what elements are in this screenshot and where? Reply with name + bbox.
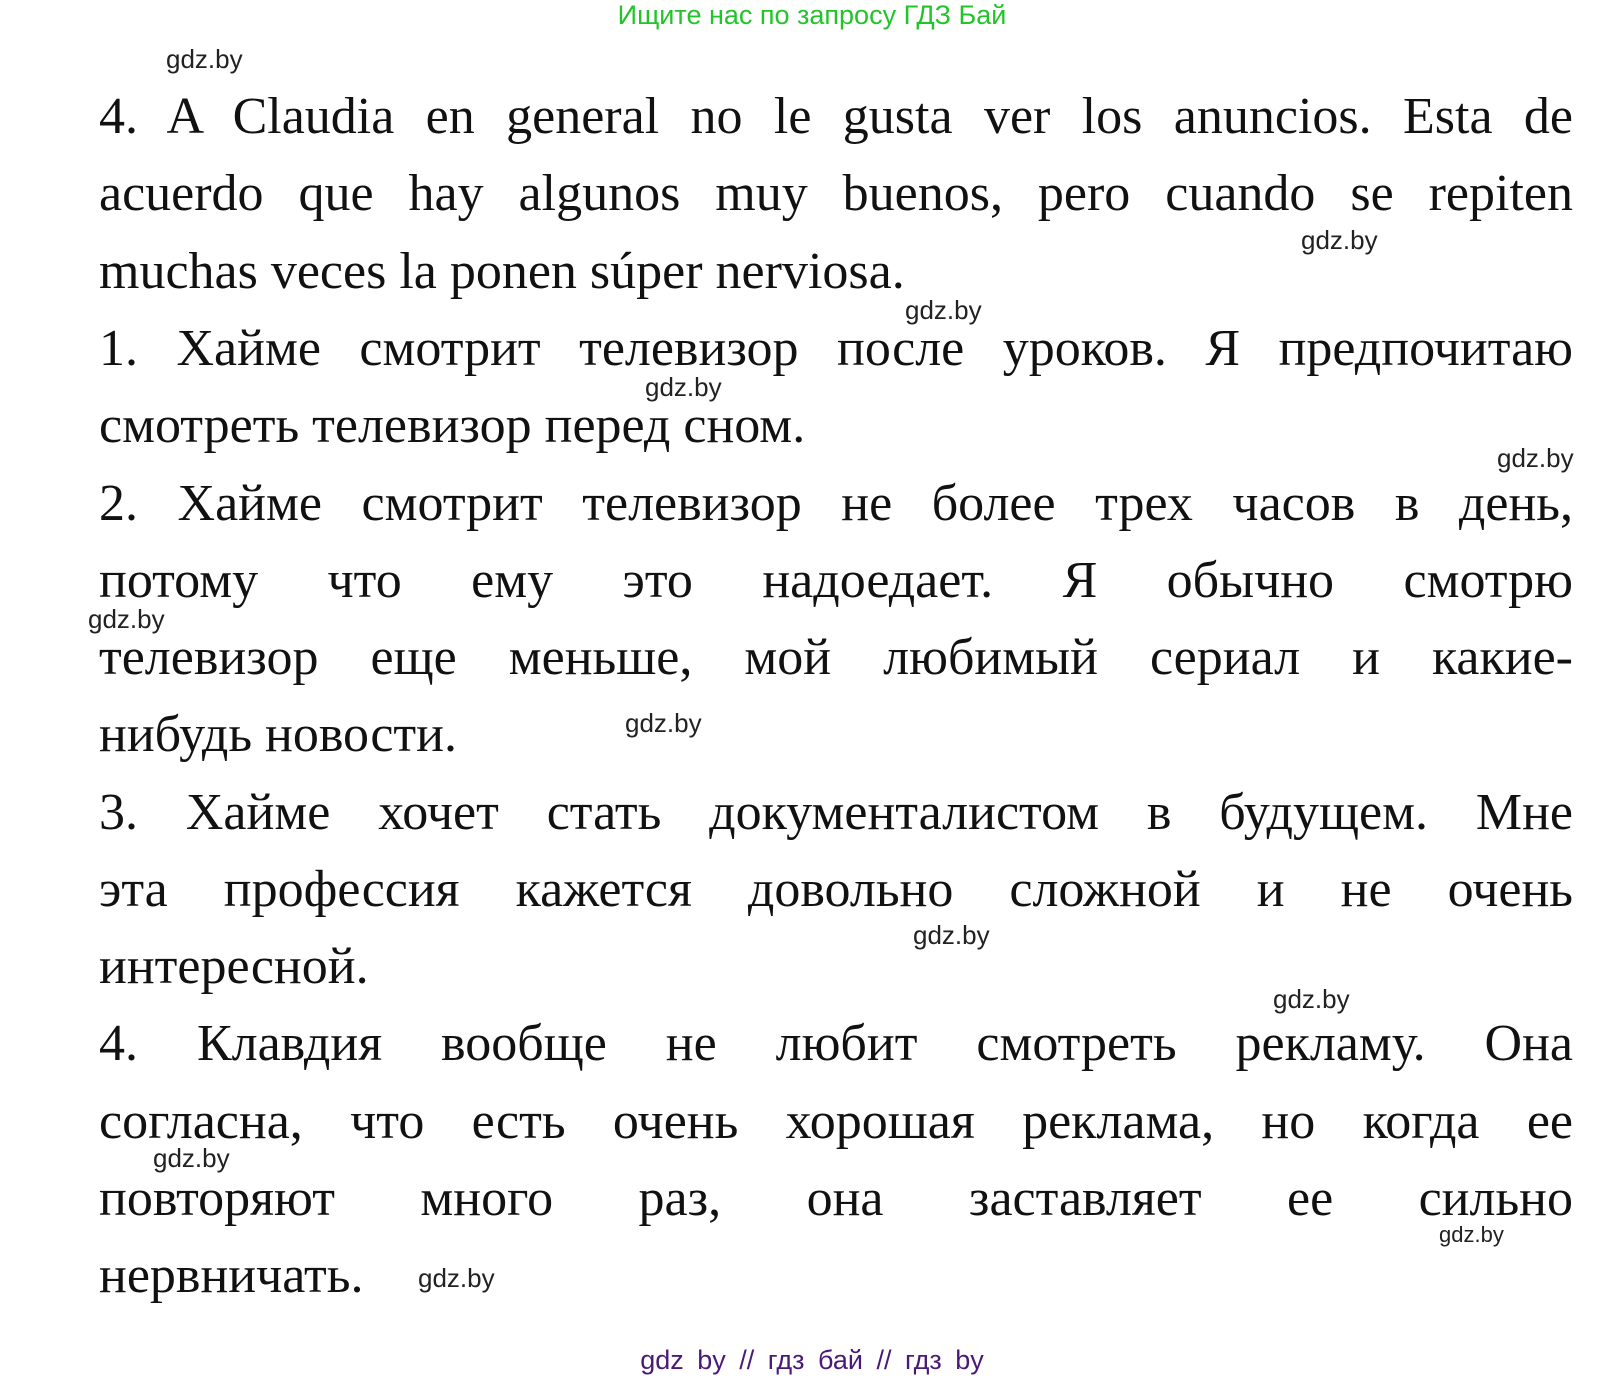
text-line: интересной. <box>99 938 369 995</box>
search-banner: Ищите нас по запросу ГДЗ Бай <box>617 0 1007 30</box>
watermark: gdz.by <box>625 708 702 738</box>
watermark: gdz.by <box>1301 225 1378 255</box>
watermark: gdz.by <box>1273 984 1350 1014</box>
text-line: acuerdo que hay algunos muy buenos, pero cuando se repiten <box>99 165 1573 222</box>
watermark: gdz.by <box>166 44 243 74</box>
text-line: потому что ему это надоедает. Я обычно смотрю <box>99 552 1573 609</box>
text-line: эта профессия кажется довольно сложной и не очень <box>99 861 1573 918</box>
text-line: muchas veces la ponen súper nerviosa. <box>99 243 905 300</box>
text-line: согласна, что есть очень хорошая реклама, но когда ее <box>99 1093 1573 1150</box>
text-line: смотреть телевизор перед сном. <box>99 397 806 454</box>
text-line: 2. Хайме смотрит телевизор не более трех часов в день, <box>99 475 1573 532</box>
text-line: 4. A Claudia en general no le gusta ver los anuncios. Esta de <box>99 88 1573 145</box>
text-line: 4. Клавдия вообще не любит смотреть рекламу. Она <box>99 1015 1573 1072</box>
footer-links: gdz by // гдз бай // гдз by <box>640 1345 984 1375</box>
watermark: gdz.by <box>88 604 165 634</box>
watermark: gdz.by <box>645 372 722 402</box>
watermark: gdz.by <box>1497 443 1574 473</box>
watermark: gdz.by <box>418 1263 495 1293</box>
watermark: gdz.by <box>913 920 990 950</box>
text-line: телевизор еще меньше, мой любимый сериал и какие- <box>99 629 1573 686</box>
text-line: 3. Хайме хочет стать документалистом в будущем. Мне <box>99 784 1573 841</box>
text-line: нервничать. <box>99 1247 364 1304</box>
text-line: 1. Хайме смотрит телевизор после уроков. Я предпочитаю <box>99 320 1573 377</box>
watermark: gdz.by <box>153 1143 230 1173</box>
watermark: gdz.by <box>905 295 982 325</box>
text-line: повторяют много раз, она заставляет ее сильно <box>99 1170 1573 1227</box>
text-line: нибудь новости. <box>99 706 457 763</box>
watermark: gdz.by <box>1439 1222 1504 1247</box>
